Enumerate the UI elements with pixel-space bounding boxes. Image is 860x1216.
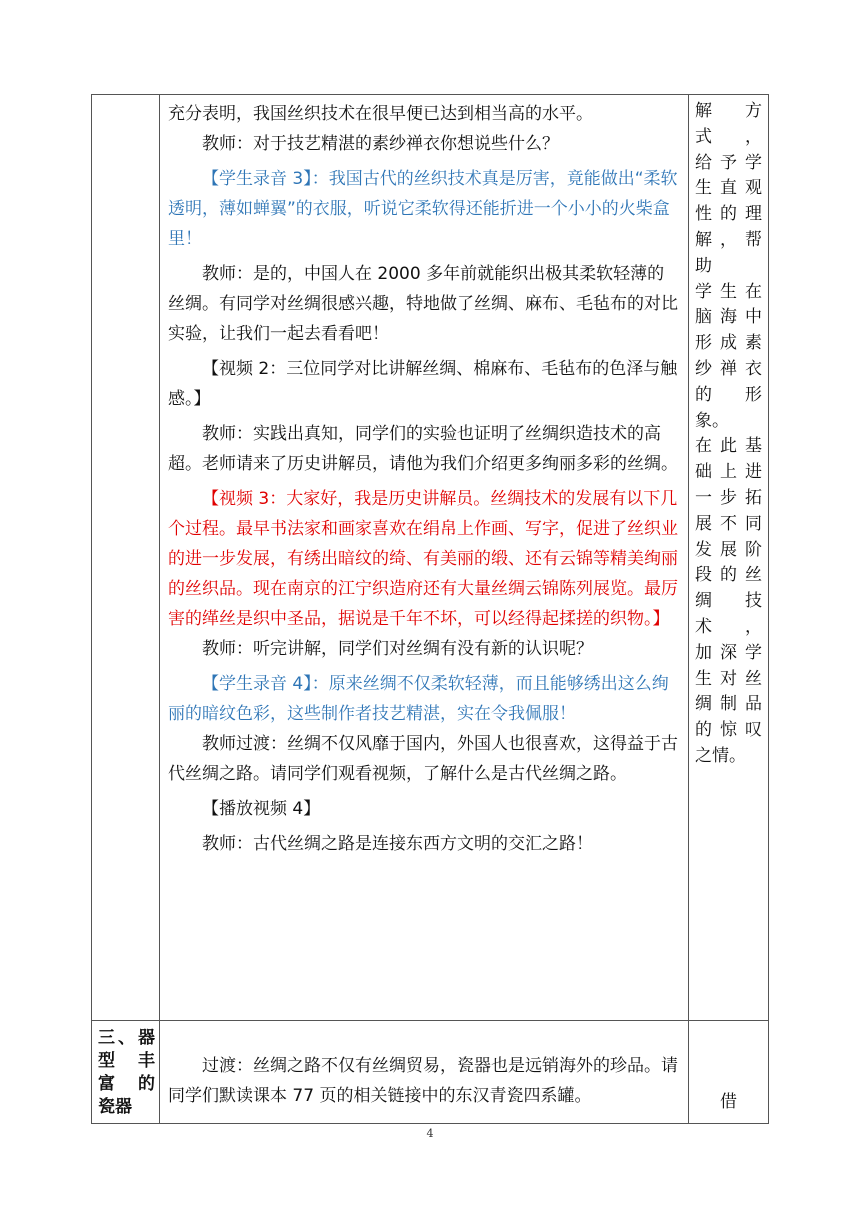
side-line: 纱禅衣 — [695, 358, 762, 379]
side-line: 的惊叹 — [695, 720, 762, 741]
side-line: 之情。 — [695, 745, 746, 766]
video-3-narration: 【视频 3：大家好，我是历史讲解员。丝绸技术的发展有以下几个过程。最早书法家和画家喜欢在绢帛上作画、写字，促进了丝织业的进一步发展，有绣出暗纹的绮、有美丽的缎、还有云锦等精美绚丽的丝织品。现在南京的江宁织造府还有大量丝绸云锦陈列展览。最厉害的缂丝是织中圣品，据说是千年不坏，可以经得起揉搓的织物。】 — [168, 489, 678, 629]
student-recording-3: 【学生录音 3】：我国古代的丝织技术真是厉害，竟能做出“柔软透明，薄如蝉翼”的衣服，听说它柔软得还能折进一个小小的火柴盒里！ — [168, 169, 678, 249]
teaching-process-cell — [160, 95, 689, 1021]
teacher-line: 教师：对于技艺精湛的素纱禅衣你想说些什么？ — [202, 134, 559, 154]
side-line: 的形象。 — [695, 384, 762, 431]
side-line: 借 — [720, 1092, 737, 1112]
teacher-line: 教师：古代丝绸之路是连接东西方文明的交汇之路！ — [202, 834, 593, 854]
side-line: 绸技术， — [695, 591, 762, 637]
side-line: 性的理 — [695, 204, 762, 225]
side-line: 给予学 — [695, 152, 762, 173]
side-line: 发展阶 — [695, 539, 762, 560]
design-intent-cell — [689, 1021, 769, 1124]
side-line: 生对丝 — [695, 668, 762, 689]
teacher-line: 教师：实践出真知，同学们的实验也证明了丝绸织造技术的高超。老师请来了历史讲解员，请他为我们介绍更多绚丽多彩的丝绸。 — [168, 424, 678, 474]
section-title-line: 三、器 — [98, 1028, 155, 1048]
table-row — [92, 1021, 769, 1124]
section-title-line: 型丰 — [98, 1051, 155, 1071]
side-line: 段的丝 — [695, 565, 762, 586]
design-intent-text — [695, 99, 762, 770]
side-line: 脑海中 — [695, 307, 762, 328]
video-2-note: 【视频 2：三位同学对比讲解丝绸、棉麻布、毛毡布的色泽与触感。】 — [168, 359, 678, 409]
play-video-4-note: 【播放视频 4】 — [202, 799, 321, 819]
side-line: 展不同 — [695, 513, 762, 534]
side-line: 学生在 — [695, 281, 762, 302]
side-line: 加深学 — [695, 642, 762, 663]
side-line: 础上进 — [695, 462, 762, 483]
teacher-line: 教师：是的，中国人在 2000 多年前就能织出极其柔软轻薄的丝绸。有同学对丝绸很感兴趣，特地做了丝绸、麻布、毛毡布的对比实验，让我们一起去看看吧！ — [168, 264, 678, 344]
side-line: 解，帮助 — [695, 229, 762, 276]
side-line: 解方式， — [695, 101, 762, 147]
section-label-cell — [92, 95, 160, 1021]
side-line: 形成素 — [695, 333, 762, 354]
page-number: 4 — [426, 1127, 434, 1140]
table-row — [92, 95, 769, 1021]
section-title-line: 富的 — [98, 1074, 155, 1094]
teacher-transition: 教师过渡：丝绸不仅风靡于国内，外国人也很喜欢，这得益于古代丝绸之路。请同学们观看视频，了解什么是古代丝绸之路。 — [168, 734, 678, 784]
teacher-line: 教师：听完讲解，同学们对丝绸有没有新的认识呢？ — [202, 639, 593, 659]
paragraph: 充分表明，我国丝织技术在很早便已达到相当高的水平。 — [168, 104, 593, 124]
transition-paragraph: 过渡：丝绸之路不仅有丝绸贸易，瓷器也是远销海外的珍品。请同学们默读课本 77 页的相关链接中的东汉青瓷四系罐。 — [168, 1056, 678, 1106]
lesson-plan-table — [91, 94, 769, 1124]
section-title — [98, 1027, 155, 1119]
side-line: 生直观 — [695, 178, 762, 199]
teaching-process-cell — [160, 1021, 689, 1124]
side-line: 绸制品 — [695, 694, 762, 715]
design-intent-cell — [689, 95, 769, 1021]
section-title-line: 瓷器 — [98, 1097, 132, 1117]
section-label-cell — [92, 1021, 160, 1124]
side-line: 一步拓 — [695, 487, 762, 508]
side-line: 在此基 — [695, 436, 762, 457]
student-recording-4: 【学生录音 4】：原来丝绸不仅柔软轻薄，而且能够绣出这么绚丽的暗纹色彩，这些制作者技艺精湛，实在令我佩服！ — [168, 674, 669, 724]
